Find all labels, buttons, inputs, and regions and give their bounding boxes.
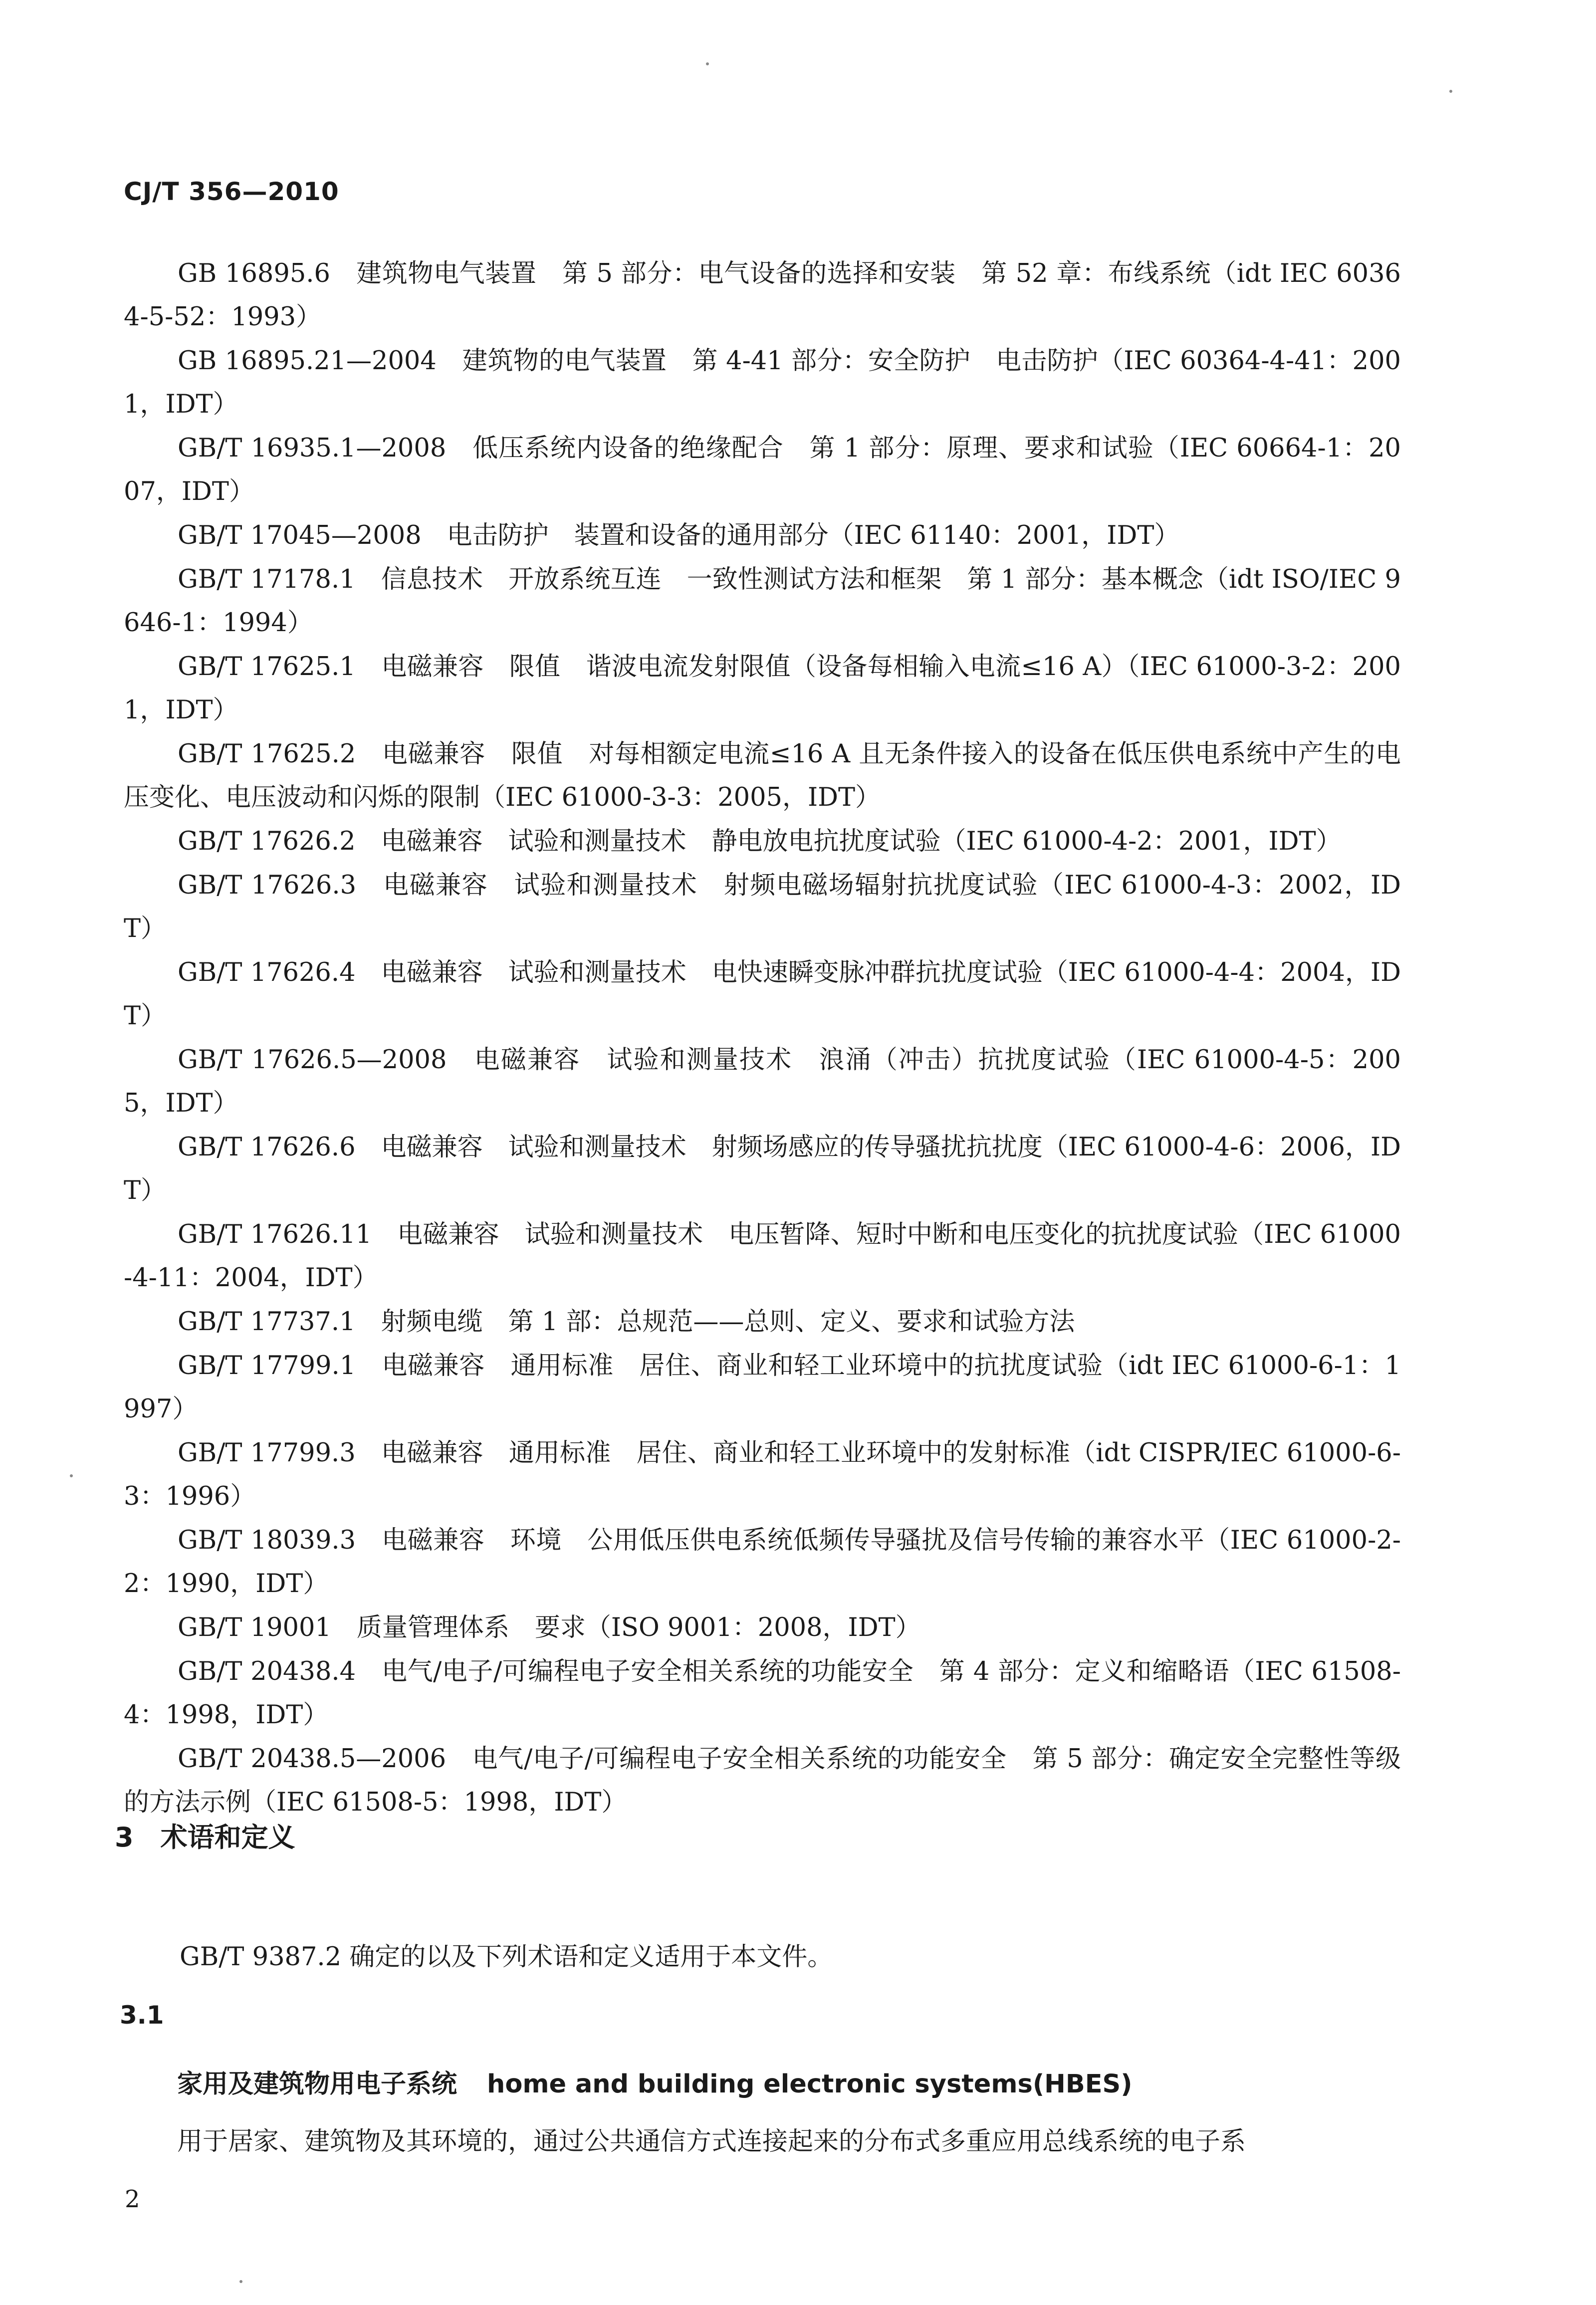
reference-entry: GB/T 17625.2 电磁兼容 限值 对每相额定电流≤16 A 且无条件接入的设备在低压供电系统中产生的电压变化、电压波动和闪烁的限制（IEC 61000-3-3：2005，IDT） [124, 739, 1401, 812]
reference-entry: GB/T 20438.5—2006 电气/电子/可编程电子安全相关系统的功能安全 第 5 部分：确定安全完整性等级的方法示例（IEC 61508-5：1998，IDT） [124, 1744, 1401, 1817]
reference-entry: GB/T 17799.3 电磁兼容 通用标准 居住、商业和轻工业环境中的发射标准（idt CISPR/IEC 61000-6-3：1996） [124, 1438, 1401, 1511]
scan-speck [70, 1474, 73, 1477]
reference-entry: GB/T 17626.2 电磁兼容 试验和测量技术 静电放电抗扰度试验（IEC 61000-4-2：2001，IDT） [178, 827, 1342, 856]
section-heading: 3 术语和定义 [115, 1822, 295, 1853]
reference-entry: GB/T 17625.1 电磁兼容 限值 谐波电流发射限值（设备每相输入电流≤16 A）（IEC 61000-3-2：2001，IDT） [124, 652, 1401, 725]
term-english: home and building electronic systems(HBES) [487, 2070, 1133, 2099]
page-number: 2 [125, 2185, 140, 2213]
scan-speck [239, 2280, 242, 2283]
standard-code-header: CJ/T 356—2010 [124, 177, 339, 206]
clause-number: 3.1 [120, 2001, 164, 2030]
reference-entry: GB/T 17626.6 电磁兼容 试验和测量技术 射频场感应的传导骚扰抗扰度（IEC 61000-4-6：2006，IDT） [124, 1133, 1401, 1205]
reference-entry: GB 16895.21—2004 建筑物的电气装置 第 4-41 部分：安全防护 电击防护（IEC 60364-4-41：2001，IDT） [124, 346, 1401, 419]
term-heading [177, 2063, 1133, 2100]
reference-entry: GB/T 19001 质量管理体系 要求（ISO 9001：2008，IDT） [178, 1613, 921, 1642]
section-intro-text: GB/T 9387.2 确定的以及下列术语和定义适用于本文件。 [180, 1942, 833, 1972]
term-definition: 用于居家、建筑物及其环境的，通过公共通信方式连接起来的分布式多重应用总线系统的电子系 [177, 2127, 1246, 2156]
normative-references-list [124, 252, 1401, 1825]
reference-entry: GB/T 17626.4 电磁兼容 试验和测量技术 电快速瞬变脉冲群抗扰度试验（IEC 61000-4-4：2004，IDT） [124, 958, 1401, 1031]
reference-entry: GB/T 17626.11 电磁兼容 试验和测量技术 电压暂降、短时中断和电压变化的抗扰度试验（IEC 61000-4-11：2004，IDT） [124, 1220, 1401, 1293]
reference-entry: GB/T 16935.1—2008 低压系统内设备的绝缘配合 第 1 部分：原理、要求和试验（IEC 60664-1：2007，IDT） [124, 434, 1401, 506]
term-chinese: 家用及建筑物用电子系统 [177, 2070, 457, 2099]
reference-entry: GB/T 17178.1 信息技术 开放系统互连 一致性测试方法和框架 第 1 部分：基本概念（idt ISO/IEC 9646-1：1994） [124, 565, 1401, 638]
reference-entry: GB 16895.6 建筑物电气装置 第 5 部分：电气设备的选择和安装 第 52 章：布线系统（idt IEC 60364-5-52：1993） [124, 259, 1401, 332]
scan-speck [706, 62, 709, 65]
reference-entry: GB/T 17045—2008 电击防护 装置和设备的通用部分（IEC 61140：2001，IDT） [178, 521, 1180, 550]
reference-entry: GB/T 17626.5—2008 电磁兼容 试验和测量技术 浪涌（冲击）抗扰度试验（IEC 61000-4-5：2005，IDT） [124, 1045, 1401, 1118]
scan-speck [1449, 90, 1452, 93]
reference-entry: GB/T 17626.3 电磁兼容 试验和测量技术 射频电磁场辐射抗扰度试验（IEC 61000-4-3：2002，IDT） [124, 871, 1401, 943]
reference-entry: GB/T 18039.3 电磁兼容 环境 公用低压供电系统低频传导骚扰及信号传输的兼容水平（IEC 61000-2-2：1990，IDT） [124, 1526, 1401, 1599]
reference-entry: GB/T 17799.1 电磁兼容 通用标准 居住、商业和轻工业环境中的抗扰度试验（idt IEC 61000-6-1：1997） [124, 1351, 1401, 1424]
reference-entry: GB/T 17737.1 射频电缆 第 1 部：总规范——总则、定义、要求和试验方法 [178, 1307, 1075, 1337]
reference-entry: GB/T 20438.4 电气/电子/可编程电子安全相关系统的功能安全 第 4 部分：定义和缩略语（IEC 61508-4：1998，IDT） [124, 1657, 1401, 1730]
